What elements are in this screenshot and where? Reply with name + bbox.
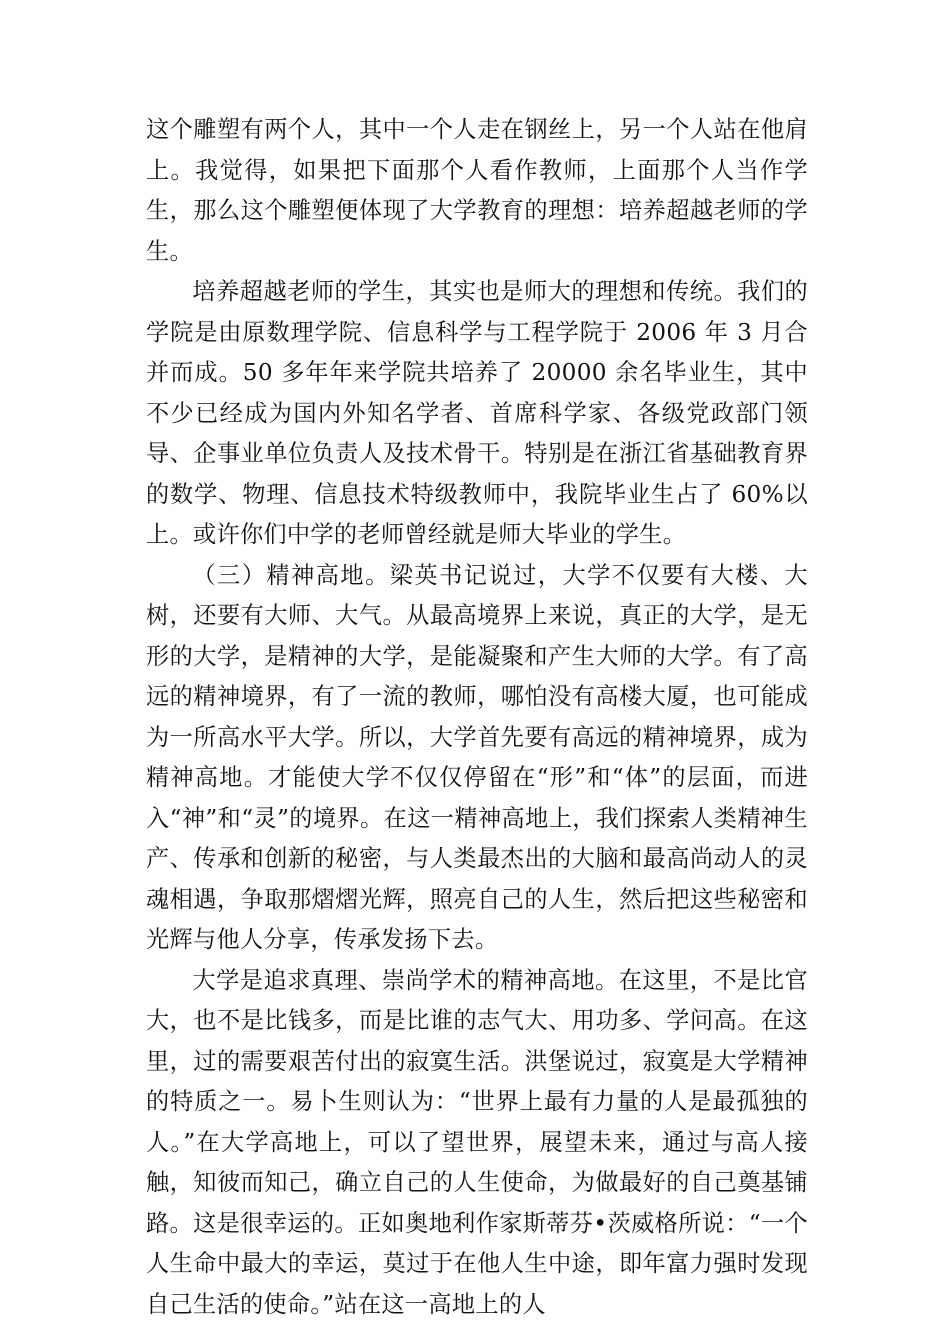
paragraph-tradition: 培养超越老师的学生，其实也是师大的理想和传统。我们的学院是由原数理学院、信息科学与工程学院于 2006 年 3 月合并而成。50 多年年来学院共培养了 20000 余名毕业生，其中不少已经成为国内外知名学者、首席科学家、各级党政部门领导、企事业单位负责人及技术骨干。特别是在浙江省基础教育界的数学、物理、信息技术特级教师中，我院毕业生占了 60%以上。或许你们中学的老师曾经就是师大毕业的学生。 <box>146 278 808 548</box>
paragraph-pursuit-of-truth: 大学是追求真理、崇尚学术的精神高地。在这里，不是比官大，也不是比钱多，而是比谁的志气大、用功多、学问高。在这里，过的需要艰苦付出的寂寞生活。洪堡说过，寂寞是大学精神的特质之一。易卜生则认为：“世界上最有力量的人是最孤独的人。”在大学高地上，可以了望世界，展望未来，通过与高人接触，知彼而知己，确立自己的人生使命，为做最好的自己奠基铺路。这是很幸运的。正如奥地利作家斯蒂芬•茨威格所说：“一个人生命中最大的幸运，莫过于在他人生中途，即年富力强时发现自己生活的使命。”站在这一高地上的人 <box>146 966 808 1318</box>
paragraph-spiritual-highland: （三）精神高地。梁英书记说过，大学不仅要有大楼、大树，还要有大师、大气。从最高境界上来说，真正的大学，是无形的大学，是精神的大学，是能凝聚和产生大师的大学。有了高远的精神境界，有了一流的教师，哪怕没有高楼大厦，也可能成为一所高水平大学。所以，大学首先要有高远的精神境界，成为精神高地。才能使大学不仅仅停留在“形”和“体”的层面，而进入“神”和“灵”的境界。在这一精神高地上，我们探索人类精神生产、传承和创新的秘密，与人类最杰出的大脑和最高尚动人的灵魂相遇，争取那熠熠光辉，照亮自己的人生，然后把这些秘密和光辉与他人分享，传承发扬下去。 <box>146 561 808 953</box>
paragraph-sculpture: 这个雕塑有两个人，其中一个人走在钢丝上，另一个人站在他肩上。我觉得，如果把下面那个人看作教师，上面那个人当作学生，那么这个雕塑便体现了大学教育的理想：培养超越老师的学生。 <box>146 116 808 265</box>
body-text <box>146 110 808 1325</box>
